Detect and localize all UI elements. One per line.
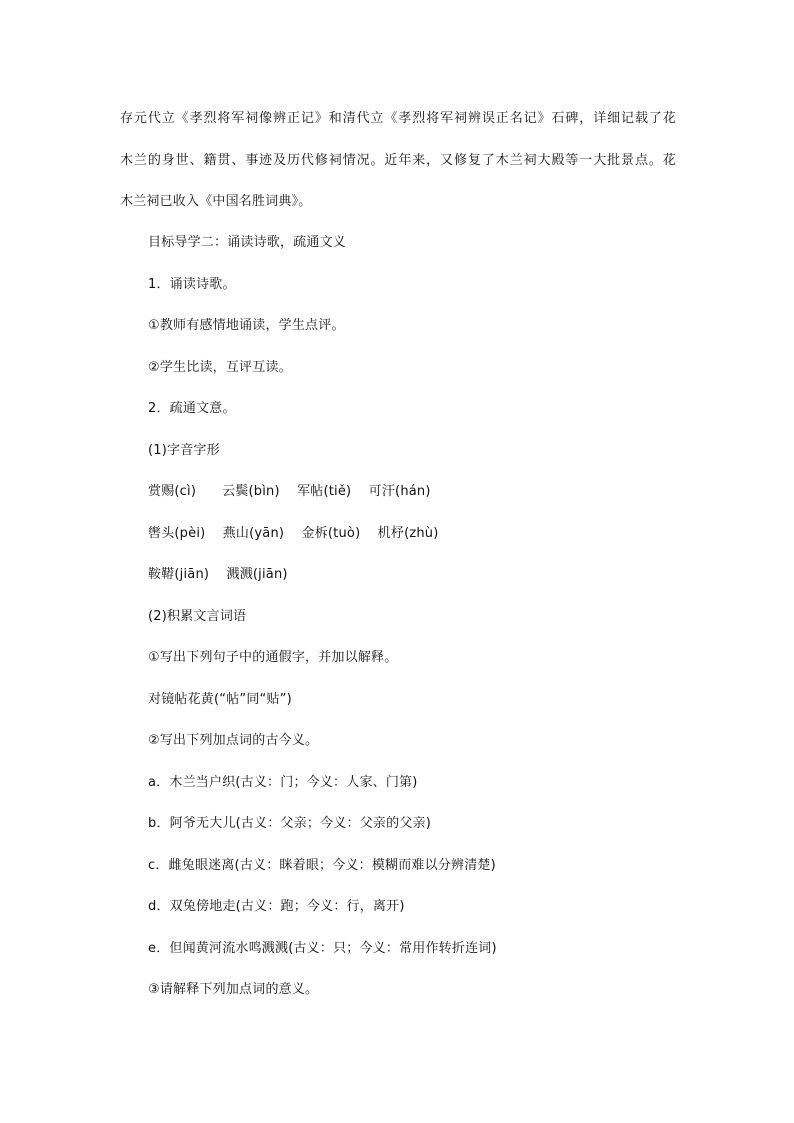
paragraph-line-2: 木兰的身世、籍贯、事迹及历代修祠情况。近年来，又修复了木兰祠大殿等一大批景点。花	[120, 153, 676, 168]
pronunciation-row-1: 赏赐(cì) 云鬓(bìn) 军帖(tiě) 可汗(hán)	[148, 484, 431, 499]
step-1-a: ①教师有感情地诵读，学生点评。	[148, 318, 345, 333]
section-title: 目标导学二：诵读诗歌，疏通文义	[148, 235, 347, 250]
task-1-answer: 对镜帖花黄(“帖”同“贴”)	[148, 692, 292, 707]
subsection-vocabulary: (2)积累文言词语	[148, 609, 247, 624]
step-2: 2．疏通文意。	[148, 401, 236, 416]
list-item: d．双兔傍地走(古义：跑；今义：行，离开)	[148, 899, 405, 914]
list-item: e．但闻黄河流水鸣溅溅(古义：只；今义：常用作转折连词)	[148, 941, 497, 956]
task-1: ①写出下列句子中的通假字，并加以解释。	[148, 650, 398, 665]
pronunciation-row-3: 鞍鞯(jiān) 溅溅(jiān)	[148, 567, 288, 582]
subsection-pronunciation: (1)字音字形	[148, 443, 220, 458]
list-item: a．木兰当户织(古义：门；今义：人家、门第)	[148, 775, 418, 790]
step-1-b: ②学生比读，互评互读。	[148, 360, 292, 375]
pronunciation-row-2: 辔头(pèi) 燕山(yān) 金柝(tuò) 机杼(zhù)	[148, 526, 439, 541]
paragraph-line-3: 木兰祠已收入《中国名胜词典》。	[120, 194, 312, 209]
step-1: 1．诵读诗歌。	[148, 277, 236, 292]
list-item: c．雌兔眼迷离(古义：眯着眼；今义：模糊而难以分辨清楚)	[148, 858, 496, 873]
paragraph-line-1: 存元代立《孝烈将军祠像辨正记》和清代立《孝烈将军祠辨误正名记》石碑，详细记载了花	[120, 111, 676, 126]
task-3: ③请解释下列加点词的意义。	[148, 982, 319, 997]
list-item: b．阿爷无大儿(古义：父亲；今义：父亲的父亲)	[148, 816, 431, 831]
task-2: ②写出下列加点词的古今义。	[148, 733, 319, 748]
